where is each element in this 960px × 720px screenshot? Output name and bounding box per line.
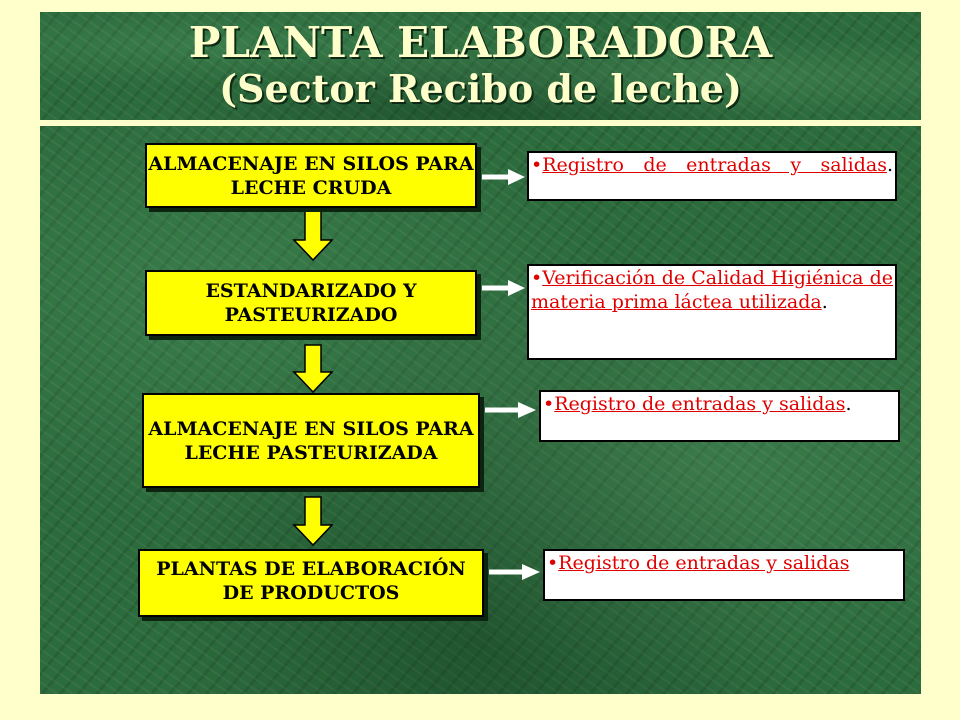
note-suffix: . bbox=[845, 393, 852, 415]
page-subtitle: (Sector Recibo de leche) bbox=[219, 66, 742, 111]
step-raw-milk-silos bbox=[145, 143, 477, 208]
bullet-icon: • bbox=[531, 267, 543, 289]
bullet-icon: • bbox=[531, 154, 543, 176]
step-pasteurized-milk-silos bbox=[142, 393, 480, 488]
note-raw-milk-record bbox=[527, 151, 897, 201]
step-product-plants bbox=[138, 549, 484, 617]
note-text: Verificación de Calidad Higiénica de materia prima láctea utilizada bbox=[531, 267, 893, 313]
note-text: Registro de entradas y salidas bbox=[542, 154, 887, 176]
note-text: Registro de entradas y salidas bbox=[558, 552, 850, 574]
step-label: ESTANDARIZADO Y PASTEURIZADO bbox=[205, 280, 417, 326]
note-text: Registro de entradas y salidas bbox=[554, 393, 846, 415]
note-quality-check bbox=[527, 264, 897, 360]
step-label: PLANTAS DE ELABORACIÓN DE PRODUCTOS bbox=[156, 558, 466, 604]
step-standardized-pasteurized bbox=[145, 270, 477, 336]
note-suffix: . bbox=[821, 291, 828, 313]
bullet-icon: • bbox=[547, 552, 559, 574]
bullet-icon: • bbox=[543, 393, 555, 415]
page-title: PLANTA ELABORADORA bbox=[188, 18, 773, 67]
note-products-record bbox=[543, 549, 905, 601]
step-label: ALMACENAJE EN SILOS PARA LECHE PASTEURIZADA bbox=[148, 417, 474, 464]
step-label: ALMACENAJE EN SILOS PARA LECHE CRUDA bbox=[148, 152, 474, 199]
note-pasteurized-record bbox=[539, 390, 900, 442]
note-suffix: . bbox=[886, 154, 893, 176]
